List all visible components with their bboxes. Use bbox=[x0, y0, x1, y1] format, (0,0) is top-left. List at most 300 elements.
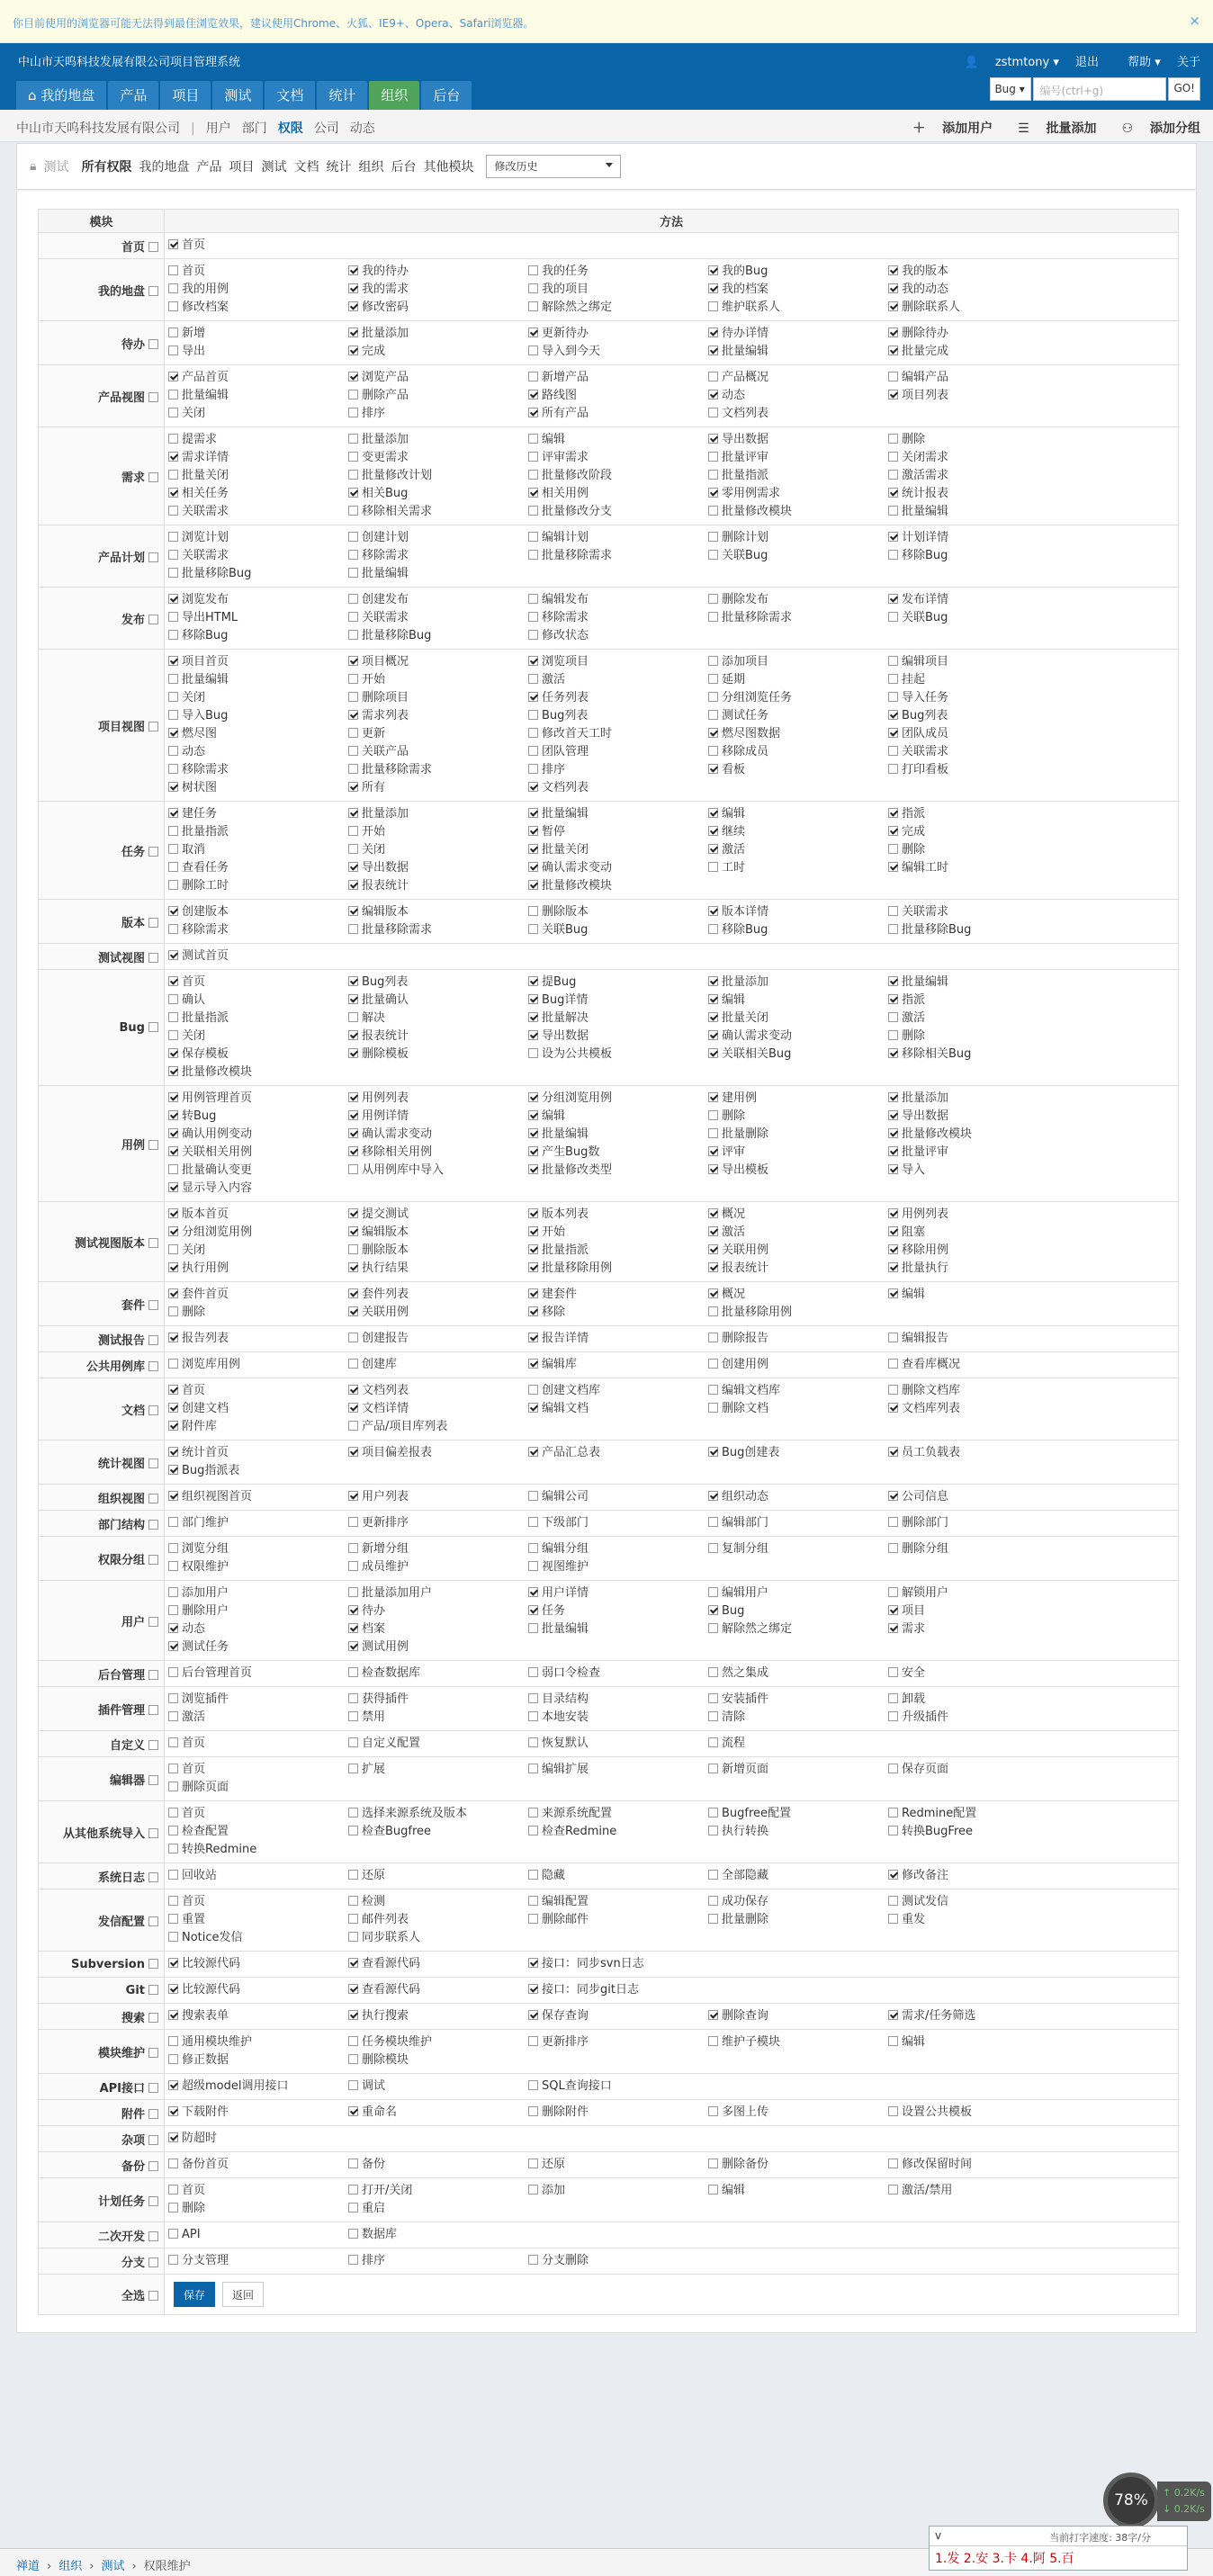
action-checkbox[interactable] bbox=[708, 2106, 718, 2116]
action-item[interactable] bbox=[528, 449, 708, 467]
action-item[interactable] bbox=[168, 1893, 348, 1911]
net-speed-gauge[interactable]: 78% bbox=[1103, 2473, 1159, 2528]
action-item[interactable] bbox=[708, 1761, 888, 1779]
action-checkbox[interactable] bbox=[708, 1110, 718, 1120]
action-checkbox[interactable] bbox=[888, 844, 898, 854]
action-checkbox[interactable] bbox=[888, 1110, 898, 1120]
action-checkbox[interactable] bbox=[348, 710, 358, 720]
action-checkbox[interactable] bbox=[888, 1870, 898, 1880]
action-checkbox[interactable] bbox=[348, 2036, 358, 2046]
action-checkbox[interactable] bbox=[348, 728, 358, 738]
action-item[interactable] bbox=[168, 707, 348, 725]
action-item[interactable] bbox=[348, 1090, 528, 1108]
action-item[interactable] bbox=[888, 1602, 1068, 1620]
action-checkbox[interactable] bbox=[888, 532, 898, 542]
action-checkbox[interactable] bbox=[168, 1932, 178, 1942]
action-item[interactable] bbox=[348, 2033, 528, 2051]
action-checkbox[interactable] bbox=[888, 1244, 898, 1254]
action-checkbox[interactable] bbox=[888, 1359, 898, 1369]
action-checkbox[interactable] bbox=[168, 1844, 178, 1853]
action-item[interactable] bbox=[348, 841, 528, 859]
module-checkbox[interactable] bbox=[148, 1670, 158, 1680]
action-checkbox[interactable] bbox=[888, 328, 898, 337]
action-item[interactable] bbox=[888, 369, 1068, 387]
action-item[interactable] bbox=[708, 387, 888, 405]
action-checkbox[interactable] bbox=[348, 452, 358, 462]
action-checkbox[interactable] bbox=[708, 1359, 718, 1369]
action-item[interactable] bbox=[888, 485, 1068, 503]
action-item[interactable] bbox=[528, 2007, 708, 2025]
action-checkbox[interactable] bbox=[348, 994, 358, 1004]
subnav-item-1[interactable]: 部门 bbox=[241, 121, 267, 136]
action-checkbox[interactable] bbox=[168, 1605, 178, 1615]
action-checkbox[interactable] bbox=[708, 372, 718, 381]
action-checkbox[interactable] bbox=[168, 2010, 178, 2020]
action-checkbox[interactable] bbox=[528, 808, 538, 818]
action-item[interactable] bbox=[888, 1010, 1068, 1028]
filter-module-3[interactable]: 测试 bbox=[261, 160, 287, 175]
action-item[interactable] bbox=[708, 343, 888, 361]
action-checkbox[interactable] bbox=[708, 488, 718, 498]
module-checkbox[interactable] bbox=[148, 1300, 158, 1310]
action-item[interactable] bbox=[168, 1108, 348, 1126]
action-item[interactable] bbox=[708, 2007, 888, 2025]
action-item[interactable] bbox=[708, 1867, 888, 1885]
action-checkbox[interactable] bbox=[888, 452, 898, 462]
action-item[interactable] bbox=[708, 1735, 888, 1753]
action-checkbox[interactable] bbox=[708, 301, 718, 311]
action-item[interactable] bbox=[168, 1144, 348, 1162]
action-checkbox[interactable] bbox=[888, 1226, 898, 1236]
action-item[interactable] bbox=[348, 877, 528, 895]
action-checkbox[interactable] bbox=[888, 1288, 898, 1298]
subnav-action-2[interactable] bbox=[1110, 121, 1200, 136]
action-checkbox[interactable] bbox=[168, 746, 178, 756]
action-checkbox[interactable] bbox=[528, 906, 538, 916]
action-checkbox[interactable] bbox=[168, 710, 178, 720]
action-item[interactable] bbox=[708, 841, 888, 859]
module-checkbox[interactable] bbox=[148, 2048, 158, 2058]
action-item[interactable] bbox=[708, 805, 888, 823]
action-item[interactable] bbox=[348, 1010, 528, 1028]
action-item[interactable] bbox=[168, 671, 348, 689]
action-item[interactable] bbox=[708, 1382, 888, 1400]
action-item[interactable] bbox=[528, 1761, 708, 1779]
action-item[interactable] bbox=[888, 1206, 1068, 1224]
action-checkbox[interactable] bbox=[168, 1641, 178, 1651]
action-checkbox[interactable] bbox=[708, 550, 718, 560]
action-item[interactable] bbox=[168, 1286, 348, 1304]
action-checkbox[interactable] bbox=[528, 1826, 538, 1836]
action-checkbox[interactable] bbox=[528, 728, 538, 738]
action-checkbox[interactable] bbox=[888, 924, 898, 934]
action-checkbox[interactable] bbox=[888, 550, 898, 560]
action-checkbox[interactable] bbox=[528, 1711, 538, 1721]
action-item[interactable] bbox=[888, 1028, 1068, 1046]
module-checkbox[interactable] bbox=[148, 392, 158, 402]
module-checkbox[interactable] bbox=[148, 722, 158, 732]
action-checkbox[interactable] bbox=[168, 1517, 178, 1527]
action-item[interactable] bbox=[708, 653, 888, 671]
action-checkbox[interactable] bbox=[168, 924, 178, 934]
action-checkbox[interactable] bbox=[168, 1244, 178, 1254]
action-item[interactable] bbox=[888, 281, 1068, 299]
action-checkbox[interactable] bbox=[888, 1896, 898, 1906]
save-button[interactable]: 保存 bbox=[174, 2282, 215, 2307]
action-checkbox[interactable] bbox=[168, 1667, 178, 1677]
action-checkbox[interactable] bbox=[888, 372, 898, 381]
action-item[interactable] bbox=[708, 1046, 888, 1064]
action-item[interactable] bbox=[348, 1665, 528, 1683]
action-item[interactable] bbox=[528, 1981, 708, 1999]
action-checkbox[interactable] bbox=[888, 1587, 898, 1597]
action-checkbox[interactable] bbox=[888, 826, 898, 836]
action-item[interactable] bbox=[708, 1665, 888, 1683]
action-item[interactable] bbox=[708, 921, 888, 939]
action-checkbox[interactable] bbox=[528, 1146, 538, 1156]
filter-module-5[interactable]: 统计 bbox=[326, 160, 352, 175]
action-item[interactable] bbox=[168, 779, 348, 797]
action-item[interactable] bbox=[528, 1955, 708, 1973]
action-checkbox[interactable] bbox=[708, 1128, 718, 1138]
action-item[interactable] bbox=[888, 921, 1068, 939]
action-checkbox[interactable] bbox=[708, 1870, 718, 1880]
action-checkbox[interactable] bbox=[888, 612, 898, 622]
action-item[interactable] bbox=[888, 653, 1068, 671]
action-checkbox[interactable] bbox=[168, 1182, 178, 1192]
action-item[interactable] bbox=[168, 1400, 348, 1418]
action-item[interactable] bbox=[348, 1620, 528, 1638]
action-item[interactable] bbox=[348, 2182, 528, 2200]
action-checkbox[interactable] bbox=[708, 408, 718, 417]
action-item[interactable] bbox=[528, 1356, 708, 1374]
action-item[interactable] bbox=[168, 1691, 348, 1709]
action-item[interactable] bbox=[348, 449, 528, 467]
search-input[interactable]: 编号(ctrl+g) bbox=[1033, 77, 1166, 101]
action-item[interactable] bbox=[528, 823, 708, 841]
action-item[interactable] bbox=[528, 405, 708, 423]
action-checkbox[interactable] bbox=[708, 1447, 718, 1457]
module-checkbox[interactable] bbox=[148, 953, 158, 963]
action-checkbox[interactable] bbox=[888, 728, 898, 738]
action-checkbox[interactable] bbox=[168, 1465, 178, 1475]
action-checkbox[interactable] bbox=[528, 283, 538, 293]
action-item[interactable] bbox=[168, 1841, 348, 1859]
action-item[interactable] bbox=[708, 1400, 888, 1418]
action-checkbox[interactable] bbox=[888, 1262, 898, 1272]
action-checkbox[interactable] bbox=[348, 1146, 358, 1156]
action-checkbox[interactable] bbox=[168, 408, 178, 417]
action-checkbox[interactable] bbox=[888, 265, 898, 275]
action-checkbox[interactable] bbox=[888, 746, 898, 756]
action-checkbox[interactable] bbox=[708, 1693, 718, 1703]
action-checkbox[interactable] bbox=[528, 2185, 538, 2195]
action-item[interactable] bbox=[348, 2007, 528, 2025]
module-checkbox[interactable] bbox=[148, 1140, 158, 1150]
action-checkbox[interactable] bbox=[708, 1667, 718, 1677]
action-checkbox[interactable] bbox=[888, 301, 898, 311]
action-checkbox[interactable] bbox=[708, 328, 718, 337]
action-item[interactable] bbox=[348, 1260, 528, 1278]
module-checkbox[interactable] bbox=[148, 1617, 158, 1627]
action-item[interactable] bbox=[168, 1911, 348, 1929]
action-item[interactable] bbox=[708, 1090, 888, 1108]
action-item[interactable] bbox=[348, 1584, 528, 1602]
action-checkbox[interactable] bbox=[348, 1561, 358, 1571]
action-item[interactable] bbox=[888, 841, 1068, 859]
action-checkbox[interactable] bbox=[348, 506, 358, 516]
action-item[interactable] bbox=[888, 387, 1068, 405]
action-item[interactable] bbox=[168, 974, 348, 992]
action-item[interactable] bbox=[168, 1735, 348, 1753]
action-item[interactable] bbox=[168, 529, 348, 547]
action-item[interactable] bbox=[348, 1126, 528, 1144]
action-checkbox[interactable] bbox=[348, 2054, 358, 2064]
module-checkbox[interactable] bbox=[148, 1494, 158, 1503]
action-item[interactable] bbox=[528, 1488, 708, 1506]
action-checkbox[interactable] bbox=[528, 1306, 538, 1316]
action-item[interactable] bbox=[168, 2156, 348, 2174]
module-checkbox[interactable] bbox=[148, 1872, 158, 1882]
action-checkbox[interactable] bbox=[888, 1764, 898, 1773]
module-checkbox[interactable] bbox=[148, 1335, 158, 1345]
action-checkbox[interactable] bbox=[528, 692, 538, 702]
action-checkbox[interactable] bbox=[528, 301, 538, 311]
action-item[interactable] bbox=[168, 343, 348, 361]
action-item[interactable] bbox=[708, 281, 888, 299]
subnav-item-4[interactable]: 动态 bbox=[349, 121, 375, 136]
module-checkbox[interactable] bbox=[148, 1916, 158, 1926]
action-checkbox[interactable] bbox=[348, 1932, 358, 1942]
action-item[interactable] bbox=[528, 529, 708, 547]
action-checkbox[interactable] bbox=[168, 844, 178, 854]
action-checkbox[interactable] bbox=[168, 782, 178, 792]
action-checkbox[interactable] bbox=[528, 1110, 538, 1120]
action-checkbox[interactable] bbox=[528, 1030, 538, 1040]
action-item[interactable] bbox=[528, 1224, 708, 1242]
action-item[interactable] bbox=[528, 2078, 708, 2096]
footer-crumb-0[interactable]: 禅道 bbox=[16, 2560, 40, 2573]
action-checkbox[interactable] bbox=[168, 1826, 178, 1836]
action-checkbox[interactable] bbox=[348, 1262, 358, 1272]
action-item[interactable] bbox=[708, 2104, 888, 2122]
action-checkbox[interactable] bbox=[528, 1870, 538, 1880]
action-item[interactable] bbox=[708, 1108, 888, 1126]
action-checkbox[interactable] bbox=[888, 1808, 898, 1818]
action-item[interactable] bbox=[528, 387, 708, 405]
action-item[interactable] bbox=[528, 2104, 708, 2122]
action-checkbox[interactable] bbox=[708, 906, 718, 916]
action-item[interactable] bbox=[168, 547, 348, 565]
action-checkbox[interactable] bbox=[528, 1984, 538, 1994]
action-checkbox[interactable] bbox=[168, 1359, 178, 1369]
action-item[interactable] bbox=[528, 503, 708, 521]
action-item[interactable] bbox=[168, 1028, 348, 1046]
action-item[interactable] bbox=[708, 992, 888, 1010]
action-item[interactable] bbox=[888, 1540, 1068, 1558]
action-checkbox[interactable] bbox=[348, 1048, 358, 1058]
action-item[interactable] bbox=[708, 325, 888, 343]
action-item[interactable] bbox=[348, 1761, 528, 1779]
action-item[interactable] bbox=[888, 903, 1068, 921]
action-checkbox[interactable] bbox=[168, 674, 178, 684]
action-item[interactable] bbox=[528, 779, 708, 797]
action-checkbox[interactable] bbox=[708, 1403, 718, 1413]
action-item[interactable] bbox=[348, 974, 528, 992]
module-checkbox[interactable] bbox=[148, 242, 158, 252]
action-item[interactable] bbox=[348, 1981, 528, 1999]
action-item[interactable] bbox=[168, 1805, 348, 1823]
action-checkbox[interactable] bbox=[168, 488, 178, 498]
action-item[interactable] bbox=[348, 1304, 528, 1322]
action-item[interactable] bbox=[708, 1126, 888, 1144]
action-item[interactable] bbox=[528, 1691, 708, 1709]
action-item[interactable] bbox=[168, 1823, 348, 1841]
action-checkbox[interactable] bbox=[528, 1403, 538, 1413]
action-checkbox[interactable] bbox=[528, 328, 538, 337]
action-checkbox[interactable] bbox=[168, 994, 178, 1004]
action-item[interactable] bbox=[888, 1046, 1068, 1064]
action-checkbox[interactable] bbox=[888, 674, 898, 684]
action-item[interactable] bbox=[348, 485, 528, 503]
action-checkbox[interactable] bbox=[708, 656, 718, 666]
nav-tab-1[interactable]: 产品 bbox=[108, 81, 158, 110]
action-checkbox[interactable] bbox=[168, 1984, 178, 1994]
action-checkbox[interactable] bbox=[528, 1128, 538, 1138]
action-checkbox[interactable] bbox=[348, 844, 358, 854]
action-item[interactable] bbox=[348, 1893, 528, 1911]
action-item[interactable] bbox=[168, 449, 348, 467]
action-checkbox[interactable] bbox=[708, 1385, 718, 1395]
action-checkbox[interactable] bbox=[708, 434, 718, 444]
action-item[interactable] bbox=[168, 947, 348, 965]
action-item[interactable] bbox=[168, 503, 348, 521]
action-item[interactable] bbox=[168, 591, 348, 609]
action-checkbox[interactable] bbox=[888, 1030, 898, 1040]
action-checkbox[interactable] bbox=[708, 506, 718, 516]
action-checkbox[interactable] bbox=[348, 1491, 358, 1501]
action-item[interactable] bbox=[528, 707, 708, 725]
footer-crumb-2[interactable]: 测试 bbox=[101, 2560, 125, 2573]
action-item[interactable] bbox=[708, 1286, 888, 1304]
action-item[interactable] bbox=[888, 1286, 1068, 1304]
action-checkbox[interactable] bbox=[348, 301, 358, 311]
action-checkbox[interactable] bbox=[708, 1543, 718, 1553]
action-item[interactable] bbox=[528, 921, 708, 939]
action-item[interactable] bbox=[168, 1558, 348, 1576]
action-item[interactable] bbox=[168, 1462, 348, 1480]
action-checkbox[interactable] bbox=[888, 506, 898, 516]
action-item[interactable] bbox=[528, 1805, 708, 1823]
action-item[interactable] bbox=[348, 2051, 528, 2069]
action-item[interactable] bbox=[888, 1691, 1068, 1709]
action-checkbox[interactable] bbox=[348, 1403, 358, 1413]
action-item[interactable] bbox=[528, 1304, 708, 1322]
action-item[interactable] bbox=[168, 877, 348, 895]
action-item[interactable] bbox=[528, 974, 708, 992]
action-item[interactable] bbox=[528, 299, 708, 317]
select-all-checkbox[interactable] bbox=[148, 2291, 158, 2301]
action-checkbox[interactable] bbox=[708, 1226, 718, 1236]
subnav-action-1[interactable] bbox=[1005, 121, 1096, 136]
action-checkbox[interactable] bbox=[708, 862, 718, 872]
action-item[interactable] bbox=[888, 431, 1068, 449]
action-checkbox[interactable] bbox=[708, 2036, 718, 2046]
action-item[interactable] bbox=[528, 1010, 708, 1028]
action-item[interactable] bbox=[708, 689, 888, 707]
module-checkbox[interactable] bbox=[148, 339, 158, 349]
action-checkbox[interactable] bbox=[168, 1288, 178, 1298]
action-item[interactable] bbox=[168, 1981, 348, 1999]
action-checkbox[interactable] bbox=[888, 1623, 898, 1633]
action-checkbox[interactable] bbox=[528, 1208, 538, 1218]
module-checkbox[interactable] bbox=[148, 1775, 158, 1785]
action-checkbox[interactable] bbox=[528, 2255, 538, 2265]
action-item[interactable] bbox=[888, 609, 1068, 627]
action-checkbox[interactable] bbox=[348, 1958, 358, 1968]
action-checkbox[interactable] bbox=[348, 1870, 358, 1880]
action-item[interactable] bbox=[168, 1046, 348, 1064]
action-checkbox[interactable] bbox=[528, 372, 538, 381]
action-item[interactable] bbox=[348, 369, 528, 387]
action-item[interactable] bbox=[888, 805, 1068, 823]
module-checkbox[interactable] bbox=[148, 472, 158, 482]
action-checkbox[interactable] bbox=[708, 1623, 718, 1633]
action-item[interactable] bbox=[888, 1382, 1068, 1400]
action-checkbox[interactable] bbox=[708, 1737, 718, 1747]
action-item[interactable] bbox=[348, 1162, 528, 1180]
action-item[interactable] bbox=[888, 1867, 1068, 1885]
action-item[interactable] bbox=[168, 2182, 348, 2200]
action-item[interactable] bbox=[708, 1514, 888, 1532]
action-item[interactable] bbox=[888, 992, 1068, 1010]
action-item[interactable] bbox=[888, 1893, 1068, 1911]
action-item[interactable] bbox=[168, 1602, 348, 1620]
close-icon[interactable]: × bbox=[1189, 13, 1200, 29]
action-item[interactable] bbox=[168, 565, 348, 583]
action-item[interactable] bbox=[348, 467, 528, 485]
action-item[interactable] bbox=[528, 1444, 708, 1462]
action-checkbox[interactable] bbox=[528, 1012, 538, 1022]
action-item[interactable] bbox=[528, 2156, 708, 2174]
action-checkbox[interactable] bbox=[708, 808, 718, 818]
action-item[interactable] bbox=[168, 485, 348, 503]
action-item[interactable] bbox=[168, 992, 348, 1010]
action-item[interactable] bbox=[348, 2252, 528, 2270]
action-item[interactable] bbox=[348, 1028, 528, 1046]
action-item[interactable] bbox=[168, 627, 348, 645]
action-item[interactable] bbox=[888, 2007, 1068, 2025]
action-item[interactable] bbox=[348, 1224, 528, 1242]
action-checkbox[interactable] bbox=[348, 746, 358, 756]
action-checkbox[interactable] bbox=[168, 1146, 178, 1156]
action-item[interactable] bbox=[348, 1206, 528, 1224]
action-checkbox[interactable] bbox=[528, 1048, 538, 1058]
nav-tab-3[interactable]: 测试 bbox=[212, 81, 263, 110]
action-item[interactable] bbox=[348, 1382, 528, 1400]
action-item[interactable] bbox=[708, 1805, 888, 1823]
action-checkbox[interactable] bbox=[708, 1012, 718, 1022]
filter-module-2[interactable]: 项目 bbox=[229, 160, 255, 175]
module-checkbox[interactable] bbox=[148, 1022, 158, 1032]
action-checkbox[interactable] bbox=[708, 2010, 718, 2020]
action-checkbox[interactable] bbox=[348, 594, 358, 604]
action-checkbox[interactable] bbox=[168, 1066, 178, 1076]
action-checkbox[interactable] bbox=[168, 1711, 178, 1721]
action-checkbox[interactable] bbox=[888, 488, 898, 498]
action-checkbox[interactable] bbox=[348, 2185, 358, 2195]
action-item[interactable] bbox=[168, 823, 348, 841]
